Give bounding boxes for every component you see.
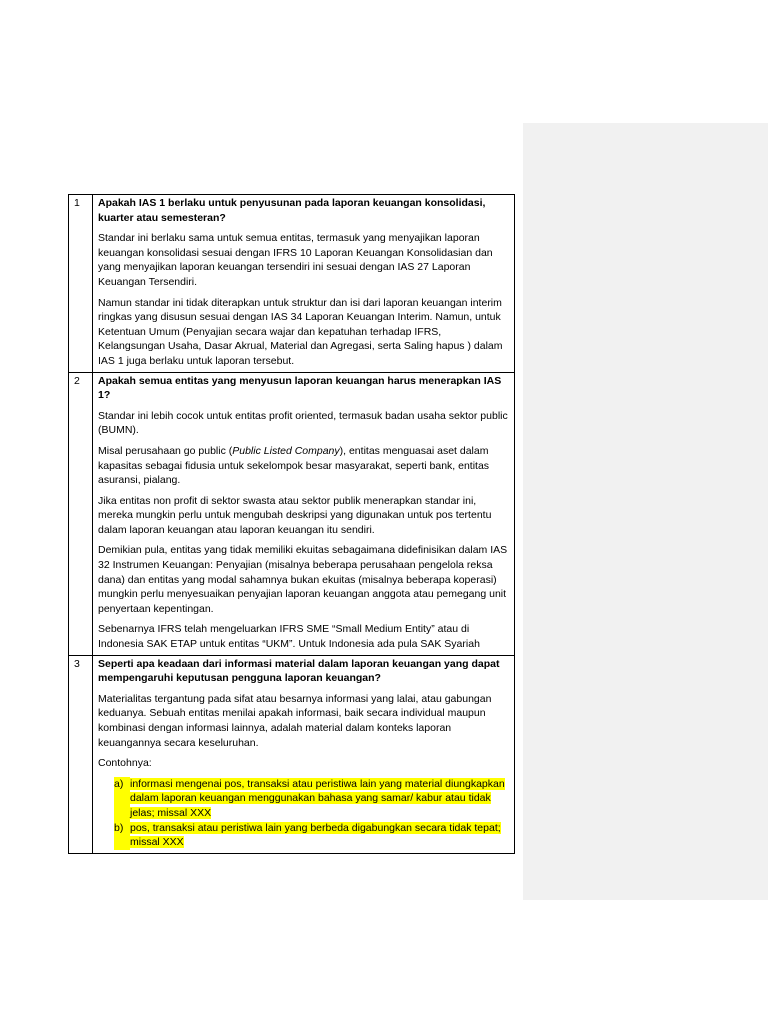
row-number: 3 [69, 655, 93, 853]
answer-paragraph: Jika entitas non profit di sektor swasta atau sektor publik menerapkan standar ini, mereka mungkin perlu untuk mengubah deskripsi yang digunakan untuk pos tertentu dalam laporan keuangan atau laporan keuangan itu sendiri. [98, 494, 492, 536]
row-number: 2 [69, 372, 93, 655]
row-content [93, 195, 515, 373]
list-marker: a) [114, 777, 130, 821]
question-text: Seperti apa keadaan dari informasi material dalam laporan keuangan yang dapat mempengaruhi keputusan pengguna laporan keuangan? [98, 657, 500, 685]
answer-paragraph: Demikian pula, entitas yang tidak memiliki ekuitas sebagaimana didefinisikan dalam IAS 32 Instrumen Keuangan: Penyajian (misalnya beberapa perusahaan pengelola reksa dana) dan entitas yang modal sahamnya bukan ekuitas (misalnya beberapa koperasi) mungkin perlu menyesuaikan penyajian laporan keuangan anggota atau pemegang unit penyertaan kepentingan. [98, 544, 508, 615]
answer-paragraph: Sebenarnya IFRS telah mengeluarkan IFRS SME “Small Medium Entity” atau di Indonesia SAK ETAP untuk entitas “UKM”. Untuk Indonesia ada pula SAK Syariah [98, 623, 480, 651]
answer-paragraph-example [98, 444, 510, 488]
highlighted-text: pos, transaksi atau peristiwa lain yang berbeda digabungkan secara tidak tepat; missal XXX [130, 821, 501, 849]
row-number: 1 [69, 195, 93, 373]
list-item [98, 821, 510, 850]
comment-pane [523, 123, 768, 900]
faq-table [68, 194, 515, 854]
answer-paragraph: Standar ini berlaku sama untuk semua entitas, termasuk yang menyajikan laporan keuangan konsolidasi sesuai dengan IFRS 10 Laporan Keuangan Konsolidasian dan yang menyajikan laporan keuangan tersendiri ini sesuai dengan IAS 27 Laporan Keuangan Tersendiri. [98, 232, 493, 288]
row-content [93, 655, 515, 853]
answer-paragraph: Namun standar ini tidak diterapkan untuk struktur dan isi dari laporan keuangan interim ringkas yang disusun sesuai dengan IAS 34 Laporan Keuangan Interim. Namun, untuk Ketentuan Umum (Penyajian secara wajar dan kepatuhan terhadap IFRS, Kelangsungan Usaha, Dasar Akrual, Material dan Agregasi, serta Saling hapus ) dalam IAS 1 juga berlaku untuk laporan tersebut. [98, 296, 503, 367]
highlighted-list [98, 777, 510, 850]
example-text-italic: Public Listed Company [232, 444, 340, 457]
table-row [69, 655, 515, 853]
list-marker: b) [114, 821, 130, 850]
list-item [98, 777, 510, 821]
example-text-before: Misal perusahaan go public ( [98, 444, 233, 457]
question-text: Apakah semua entitas yang menyusun laporan keuangan harus menerapkan IAS 1? [98, 374, 502, 402]
highlighted-text: informasi mengenai pos, transaksi atau peristiwa lain yang material diungkapkan dalam laporan keuangan menggunakan bahasa yang samar/ kabur atau tidak jelas; missal XXX [130, 777, 505, 819]
answer-paragraph: Standar ini lebih cocok untuk entitas profit oriented, termasuk badan usaha sektor public (BUMN). [98, 409, 508, 437]
example-text-after: ), entitas menguasai aset dalam kapasitas sebagai fidusia untuk sekelompok besar masyarakat, seperti bank, entitas asuransi, pialang. [98, 444, 490, 487]
question-text: Apakah IAS 1 berlaku untuk penyusunan pada laporan keuangan konsolidasi, kuarter atau semesteran? [98, 197, 486, 224]
table-row [69, 372, 515, 655]
table-row [69, 195, 515, 373]
examples-label: Contohnya: [98, 757, 152, 770]
row-content [93, 372, 515, 655]
answer-paragraph: Materialitas tergantung pada sifat atau besarnya informasi yang lalai, atau gabungan keduanya. Sebuah entitas menilai apakah informasi, baik secara individual maupun kombinasi dengan informasi lainnya, adalah material dalam konteks laporan keuangannya secara keseluruhan. [98, 692, 492, 749]
